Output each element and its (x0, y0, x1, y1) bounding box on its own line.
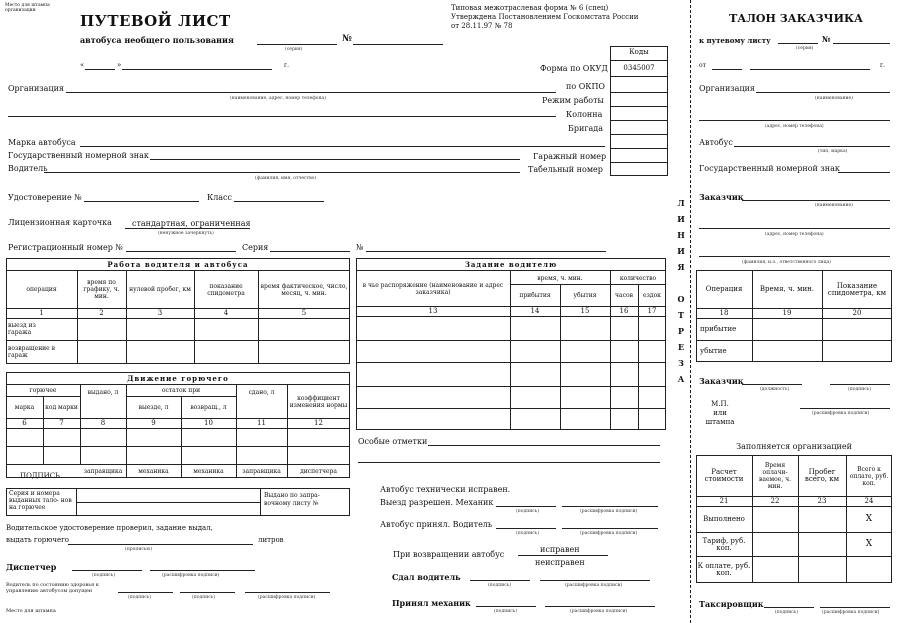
special-marks-line[interactable] (428, 445, 660, 446)
received-label: Принял механик (392, 598, 471, 608)
driver-line[interactable] (44, 172, 520, 173)
task-h-depart: убытия (573, 292, 597, 299)
reg-no-label: Регистрационный номер № (8, 243, 123, 252)
coupon-customer-addr-cap: (адрес, номер телефона) (765, 232, 824, 237)
okpo-label: по ОКПО (566, 82, 605, 91)
work-row-exit: выезд из гаража (8, 322, 36, 336)
task-num-14: 14 (530, 307, 540, 315)
coupon-taxer-label: Таксировщик (699, 599, 764, 609)
coupon-customer-line[interactable] (742, 200, 890, 201)
stamp-place-label: Место для штампа (6, 608, 56, 614)
coupon-taxer-sign-cap: (подпись) (775, 610, 798, 615)
coupon-decode-cap: (расшифровка подписи) (812, 411, 870, 416)
page-subtitle: автобуса необщего пользования (80, 35, 234, 45)
task-num-15: 15 (580, 307, 590, 315)
med-decode-cap: (расшифровка подписи) (258, 595, 316, 600)
handed-sign-line[interactable] (470, 580, 530, 581)
reg-series-line[interactable] (270, 251, 350, 252)
coupon-fill-org: Заполняется организацией (736, 442, 852, 451)
coupon-sign-cap: (подпись) (848, 387, 871, 392)
coupon-plate-label: Государственный номерной знак (699, 164, 840, 173)
garage-no-label: Гаражный номер (533, 152, 607, 161)
coupon-h-calc: Расчет стоимости (704, 468, 744, 483)
special-marks-label: Особые отметки (358, 437, 428, 446)
series-line[interactable] (257, 44, 337, 45)
work-h-sched: время по графику, ч. мин. (83, 279, 120, 300)
task-h-time: время, ч. мин. (537, 274, 583, 282)
handed-sign-cap: (подпись) (488, 583, 511, 588)
reg-no-line[interactable] (126, 251, 236, 252)
received-decode-cap: (расшифровка подписи) (570, 609, 628, 614)
fuel-h-fuel: горючее (29, 387, 57, 394)
fuel-num-8: 8 (100, 419, 106, 427)
dispatcher-sign-line[interactable] (72, 570, 142, 571)
date-month-line[interactable] (122, 69, 272, 70)
coupon-num-20: 20 (852, 309, 862, 317)
class-label: Класс (207, 193, 233, 202)
work-h-zero: нулевой пробег, км (129, 286, 191, 293)
date-day-line[interactable] (85, 69, 115, 70)
coupon-taxer-decode-line[interactable] (820, 607, 890, 608)
task-table-title: Задание водителю (464, 260, 558, 269)
work-h-speedo: показание спидометра (207, 282, 245, 297)
mechanic-sign-line[interactable] (496, 506, 556, 507)
coupon-from: от (699, 62, 706, 69)
fuel-h-return: возвращ., л (190, 404, 227, 411)
fuel-num-6: 6 (22, 419, 27, 427)
task-h-rides: ездок (643, 292, 661, 299)
coupon-decode-line[interactable] (800, 408, 890, 409)
cert-line[interactable] (84, 201, 199, 202)
date-quote-open: « (80, 61, 85, 69)
task-h-hours: часов (615, 292, 633, 299)
coupon-num-22: 22 (770, 497, 780, 505)
fuel-role-3: механика (193, 467, 224, 475)
coupon-row-tariff: Тариф, руб. коп. (702, 536, 746, 552)
work-h-op: операция (26, 286, 57, 293)
coupon-no-sign: № (822, 34, 831, 44)
cut-line-label: ЛИНИЯ ОТРЕЗА (676, 198, 686, 390)
cut-line (690, 0, 691, 623)
coupon-row-done: Выполнено (703, 515, 745, 523)
brigade-label: Бригада (568, 124, 603, 133)
issued-by-label: Выдано по запра- вочному листу № (264, 492, 320, 507)
work-num-1: 1 (39, 309, 44, 317)
mechanic-decode-line[interactable] (562, 506, 658, 507)
okud-label: Форма по ОКУД (540, 64, 608, 73)
coupon-h-paid-time: Время оплачи- ваемое, ч. мин. (758, 462, 792, 490)
coupon-num-18: 18 (719, 309, 729, 317)
coupons-series-label: Серия и номера выданных тало- нов на горючее (9, 490, 72, 511)
brand-line[interactable] (80, 146, 605, 147)
coupon-to-sheet: к путевому листу (699, 36, 771, 45)
coupon-plate-line[interactable] (838, 172, 890, 173)
work-num-2: 2 (99, 309, 104, 317)
coupon-h-paid-km: Пробег всего, км (804, 468, 840, 483)
license-type[interactable]: стандартная, ограниченная (132, 219, 251, 228)
plate-label: Государственный номерной знак (8, 151, 149, 160)
fuel-num-12: 12 (314, 419, 323, 427)
coupon-fio-cap: (фамилия, и.о., ответственного лица) (742, 260, 831, 265)
form-info-line3: от 28.11.97 № 78 (451, 22, 513, 30)
coupon-customer2-label: Заказчик (699, 376, 744, 386)
organization-line[interactable] (66, 92, 556, 93)
driver-decode-cap: (расшифровка подписи) (580, 531, 638, 536)
license-caption: (ненужное зачеркнуть) (158, 231, 214, 236)
cert-label: Удостоверение № (8, 193, 82, 202)
accepted-label: Автобус принял. Водитель (380, 520, 493, 529)
coupon-title: ТАЛОН ЗАКАЗЧИКА (729, 12, 863, 25)
stamp-note: Место для штампа организации (5, 3, 50, 13)
handed-decode-cap: (расшифровка подписи) (565, 583, 623, 588)
number-line[interactable] (353, 44, 443, 45)
coupon-sign-line[interactable] (830, 384, 890, 385)
number-sign: № (342, 34, 352, 44)
driver-decode-line[interactable] (562, 528, 658, 529)
coupon-bus-cap: (тип, марка) (818, 149, 848, 154)
dispatcher-decode-cap: (расшифровка подписи) (162, 573, 220, 578)
coupon-pos-line[interactable] (742, 384, 802, 385)
fuel-h-code: код марки (45, 404, 78, 411)
driver-label: Водитель (8, 164, 48, 173)
form-info-line2: Утверждена Постановлением Госкомстата России (451, 13, 639, 21)
fuel-h-exit: выезде, л (138, 404, 169, 411)
fuel-h-issued: выдано, л (87, 388, 119, 396)
coupon-x-1: X (865, 514, 873, 524)
coupon-num-23: 23 (817, 497, 827, 505)
coupon-x-2: X (865, 539, 873, 549)
form-info-line1: Типовая межотраслевая форма № 6 (спец) (451, 4, 609, 12)
coupon-org-cap: (наименование) (815, 96, 853, 101)
organization-caption: (наименование, адрес, номер телефона) (230, 96, 326, 101)
work-num-4: 4 (223, 309, 229, 317)
serviceable-option[interactable]: исправен (540, 545, 580, 554)
class-line[interactable] (234, 201, 324, 202)
driver-caption: (фамилия, имя, отчество) (255, 176, 317, 181)
coupon-num-19: 19 (782, 309, 792, 317)
coupon-num-24: 24 (864, 497, 874, 505)
liters-label: литров (258, 536, 284, 544)
reg-number-label: № (356, 243, 364, 252)
driver-sign-cap: (подпись) (516, 531, 539, 536)
work-row-return: возвращение в гараж (8, 345, 56, 359)
coupon-row-topay: К оплате, руб. коп. (697, 562, 751, 577)
on-return-label: При возвращении автобус (393, 550, 505, 559)
coupon-h-sum: Всего к оплате, руб. коп. (849, 465, 889, 487)
coupon-org-line[interactable] (756, 92, 890, 93)
work-table-title: Работа водителя и автобуса (107, 260, 249, 269)
med-sign-cap-1: (подпись) (128, 595, 151, 600)
dispatcher-label: Диспетчер (6, 562, 57, 572)
coupon-no-line[interactable] (833, 43, 890, 44)
coupon-h-time: Время, ч. мин. (759, 285, 815, 293)
issue-fuel-label: выдать горючего (6, 536, 70, 544)
coupon-org-label: Организация (699, 84, 755, 93)
fuel-h-given: сдано, л (248, 388, 275, 396)
task-h-qty: количество (619, 274, 657, 282)
cert-checked-text: Водительское удостоверение проверил, задание выдал, (6, 524, 213, 532)
task-h-disposal: в чье распоряжение (наименование и адрес заказчика) (362, 281, 504, 296)
coupon-bus-line[interactable] (734, 146, 890, 147)
fuel-num-11: 11 (257, 419, 266, 427)
received-sign-line[interactable] (476, 606, 536, 607)
work-num-3: 3 (157, 309, 163, 317)
fuel-sign-label: ПОДПИСЬ (20, 472, 60, 480)
received-sign-cap: (подпись) (494, 609, 517, 614)
reg-number-line[interactable] (366, 251, 606, 252)
task-h-arrive: прибытия (519, 292, 551, 299)
series-caption: (серия) (285, 47, 303, 52)
fuel-num-9: 9 (151, 419, 156, 427)
coupon-year: г. (880, 62, 886, 69)
regime-label: Режим работы (542, 96, 604, 105)
plate-line[interactable] (150, 159, 520, 160)
fuel-h-coef: коэффициент изменения нормы (289, 394, 348, 409)
coupon-customer-cap: (наименование) (815, 203, 853, 208)
brand-label: Марка автобуса (8, 138, 76, 147)
work-num-5: 5 (301, 309, 307, 317)
reg-series-label: Серия (242, 243, 269, 252)
column-label: Колонна (566, 110, 603, 119)
okud-code: 0345007 (623, 64, 655, 72)
coupon-bus-label: Автобус (699, 138, 733, 147)
task-num-16: 16 (619, 307, 629, 315)
fuel-amount-line[interactable] (68, 544, 253, 545)
coupon-series-cap: (серия) (796, 46, 814, 51)
in-words-caption: (прописью) (125, 547, 152, 552)
handed-decode-line[interactable] (540, 580, 650, 581)
coupon-taxer-decode-cap: (расшифровка подписи) (822, 610, 880, 615)
fuel-role-2: механика (138, 467, 169, 475)
received-decode-line[interactable] (545, 606, 655, 607)
date-quote-close: » (117, 61, 122, 69)
coupon-h-op: Операция (705, 285, 743, 293)
coupon-customer-label: Заказчик (699, 192, 744, 202)
fuel-h-brand: марка (14, 404, 35, 411)
coupon-row-arrival: прибытие (700, 325, 737, 333)
coupon-pos-cap: (должность) (760, 387, 790, 392)
driver-sign-line[interactable] (496, 528, 556, 529)
fuel-role-4: заправщика (242, 467, 281, 475)
task-num-13: 13 (428, 307, 438, 315)
page-title: ПУТЕВОЙ ЛИСТ (80, 12, 231, 30)
coupon-num-21: 21 (719, 497, 729, 505)
date-year: г. (284, 62, 290, 69)
coupon-series-line[interactable] (778, 43, 818, 44)
coupon-mp: М.П. или штампа (705, 400, 735, 426)
coupon-addr-cap: (адрес, номер телефона) (765, 124, 824, 129)
task-num-17: 17 (647, 307, 657, 315)
coupon-h-speed: Показание спидометра, км (827, 281, 887, 297)
mechanic-sign-cap: (подпись) (516, 509, 539, 514)
tab-no-label: Табельный номер (528, 165, 603, 174)
work-h-actual: время фактическое, число, месяц, ч. мин. (260, 282, 348, 297)
fuel-h-rest: остаток при (161, 387, 201, 394)
faulty-option[interactable]: неисправен (535, 558, 585, 567)
tech-ok-text: Автобус технически исправен. (380, 485, 511, 494)
codes-header: Коды (629, 48, 649, 56)
fuel-num-10: 10 (204, 419, 213, 427)
fuel-role-5: диспетчера (300, 467, 337, 475)
coupon-taxer-sign-line[interactable] (764, 607, 814, 608)
medcheck-text: Водитель по состоянию здоровья к управлению автобусом допущен (6, 582, 99, 594)
fuel-role-1: заправщика (83, 467, 123, 475)
license-card-label: Лицензионная карточка (8, 218, 112, 227)
exit-allowed-label: Выезд разрешен. Механик (380, 498, 494, 507)
med-sign-cap-2: (подпись) (192, 595, 215, 600)
fuel-table-title: Движение горючего (127, 374, 229, 383)
mechanic-decode-cap: (расшифровка подписи) (580, 509, 638, 514)
coupon-row-departure: убытие (700, 347, 727, 355)
fuel-num-7: 7 (59, 419, 64, 427)
dispatcher-sign-cap: (подпись) (92, 573, 115, 578)
dispatcher-decode-line[interactable] (150, 570, 255, 571)
handed-label: Сдал водитель (392, 572, 461, 582)
organization-label: Организация (8, 84, 64, 93)
